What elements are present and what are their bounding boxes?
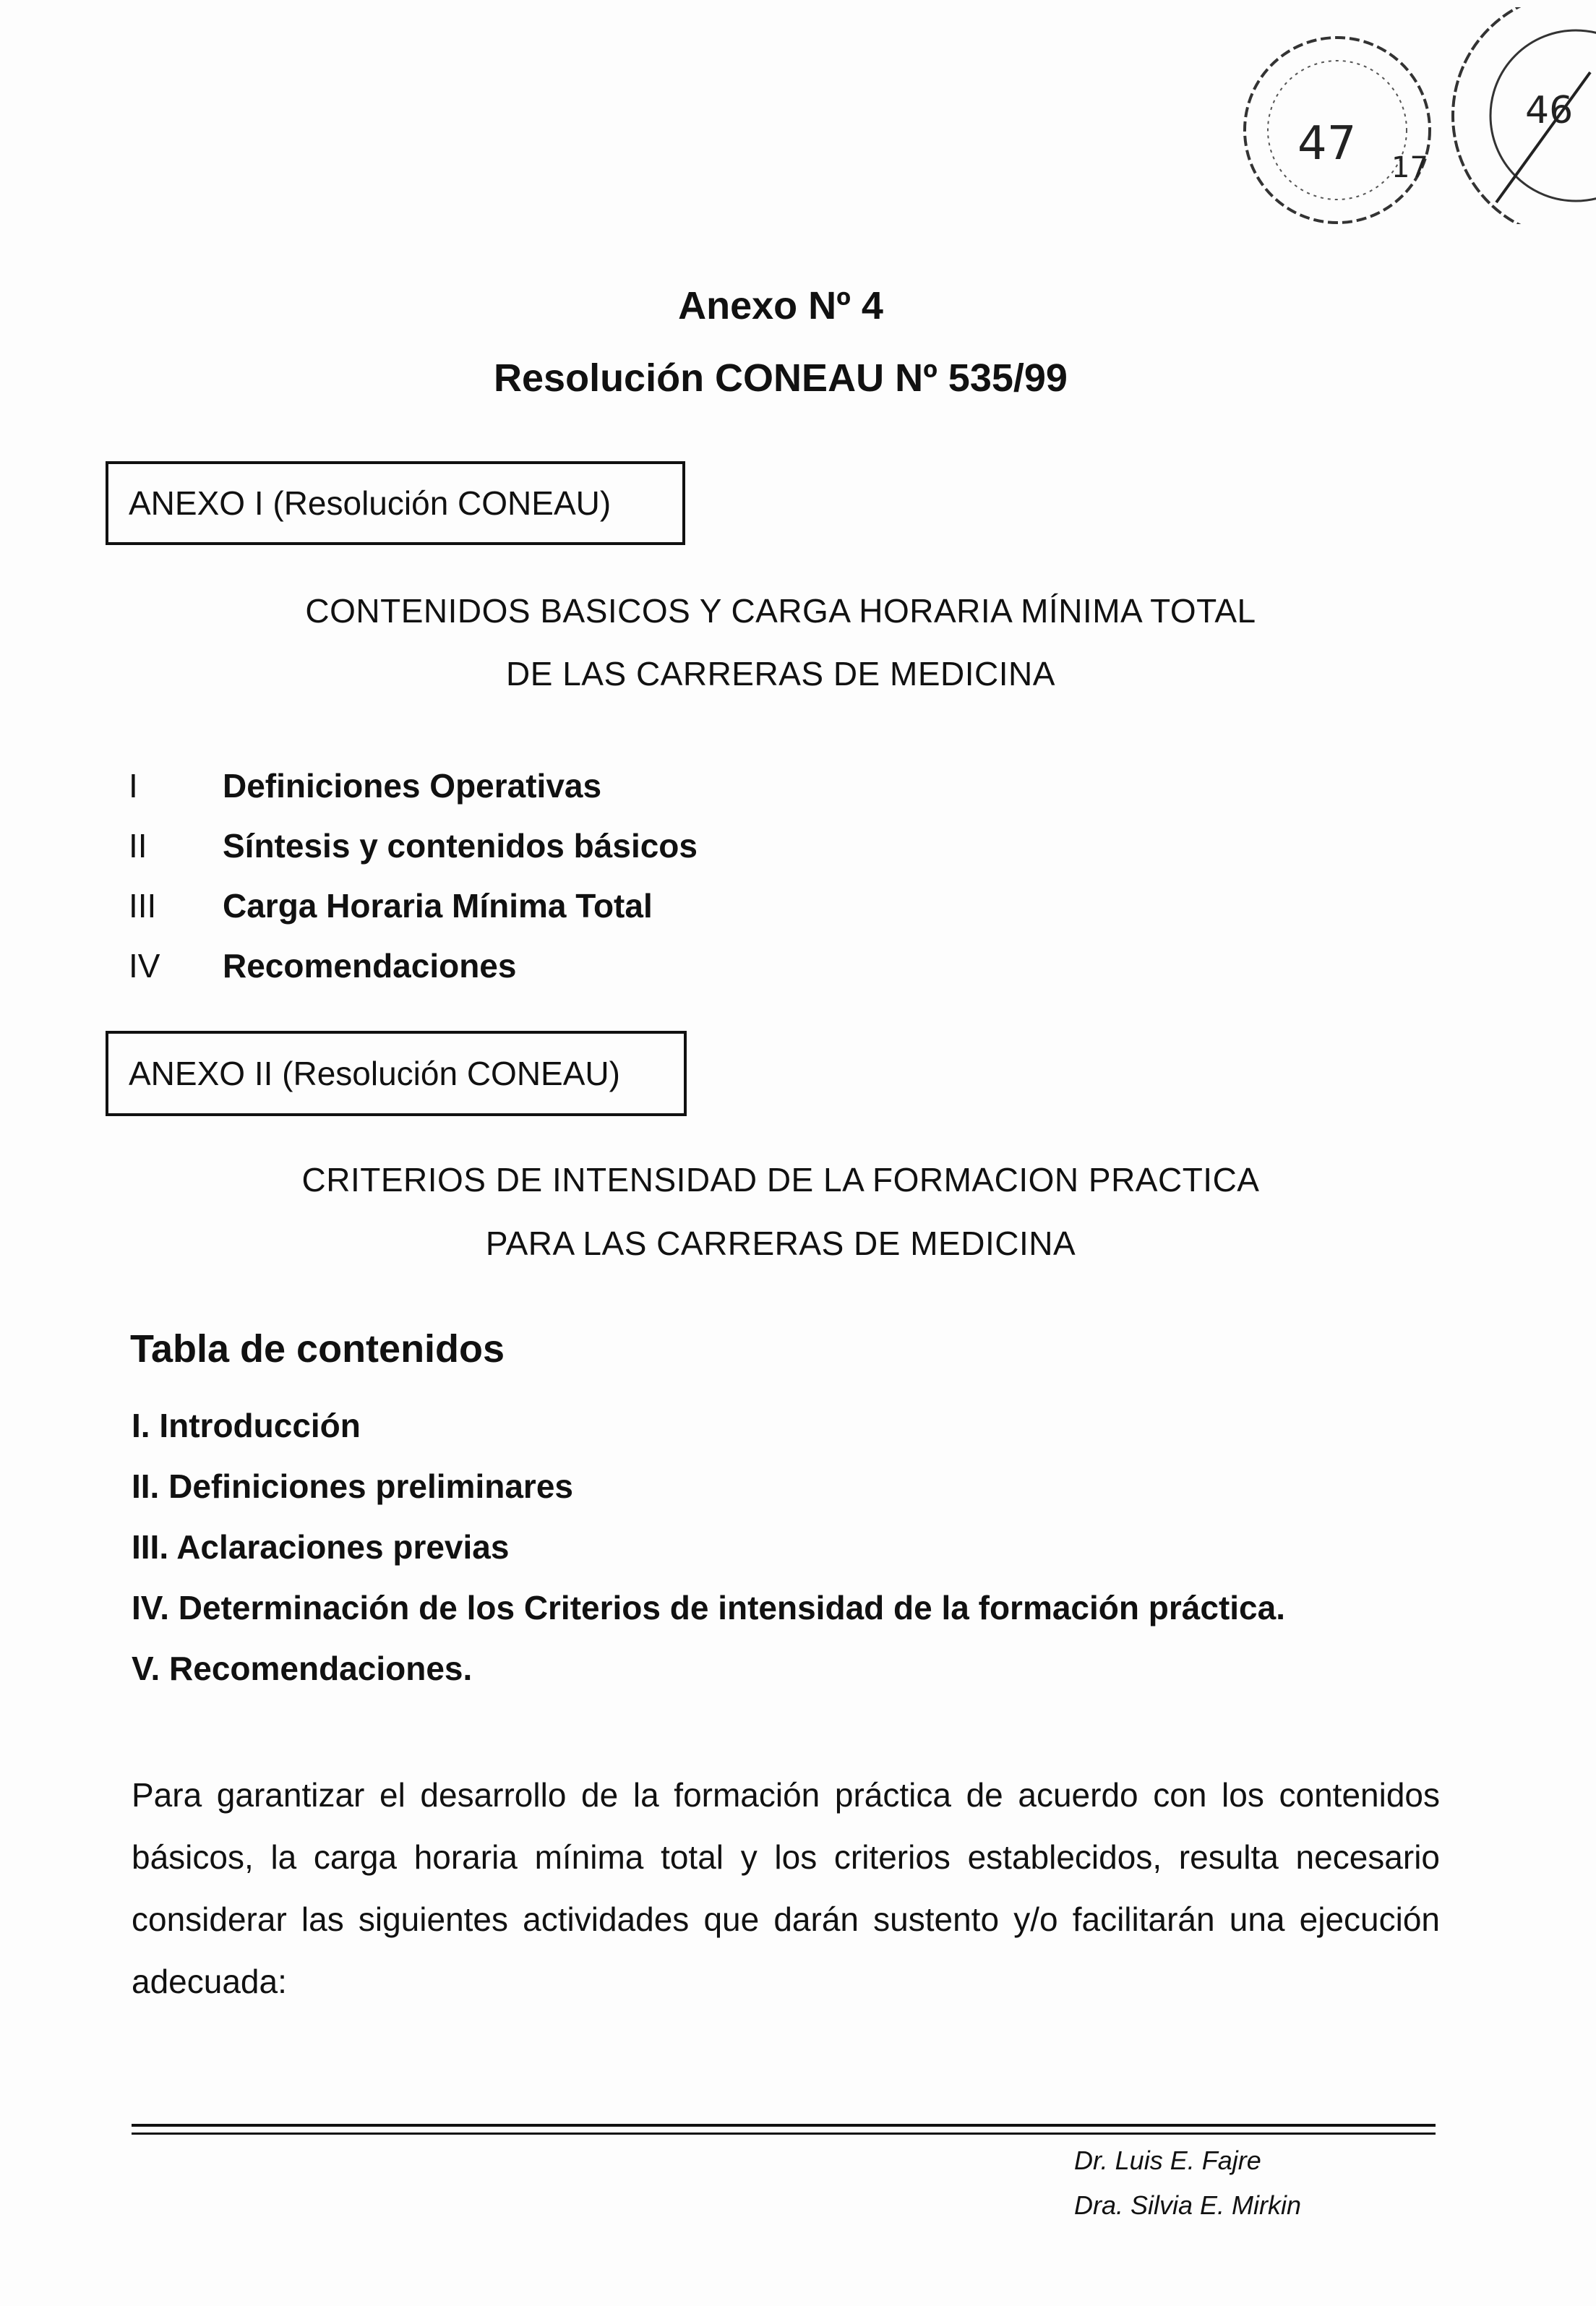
annex-title: Anexo Nº 4 bbox=[678, 284, 883, 327]
signature-2: Dra. Silvia E. Mirkin bbox=[1074, 2190, 1302, 2220]
annex-one-heading-line2: DE LAS CARRERAS DE MEDICINA bbox=[506, 655, 1055, 693]
list-numeral: IV bbox=[129, 946, 160, 985]
list-text: Definiciones Operativas bbox=[223, 766, 602, 805]
seal-small-number: 17 bbox=[1391, 151, 1428, 184]
seal-handwritten-folio: 46 bbox=[1525, 89, 1574, 132]
annex-one-list bbox=[129, 755, 698, 995]
body-paragraph: Para garantizar el desarrollo de la formación práctica de acuerdo con los contenidos básicos, la carga horaria mínima total y los criterios establecidos, resulta necesario considerar las siguientes actividades que darán sustento y/o facilitarán una ejecución adecuada: bbox=[132, 1776, 1440, 2000]
toc-heading: Tabla de contenidos bbox=[130, 1327, 505, 1371]
annex-two-box bbox=[106, 1031, 687, 1116]
list-item bbox=[129, 875, 698, 935]
annex-one-label: ANEXO I (Resolución CONEAU) bbox=[129, 484, 612, 522]
resolution-title: Resolución CONEAU Nº 535/99 bbox=[494, 356, 1068, 400]
annex-one-heading-line1: CONTENIDOS BASICOS Y CARGA HORARIA MÍNIMA TOTAL bbox=[305, 592, 1256, 630]
seal-handwritten-number: 47 bbox=[1297, 117, 1357, 171]
secretary-seal-stamp bbox=[1229, 22, 1446, 239]
annex-two-heading-line2: PARA LAS CARRERAS DE MEDICINA bbox=[485, 1225, 1076, 1262]
toc-item: III. Aclaraciones previas bbox=[132, 1528, 510, 1566]
list-item bbox=[129, 935, 698, 995]
list-item bbox=[129, 755, 698, 815]
list-text: Carga Horaria Mínima Total bbox=[223, 886, 653, 925]
toc-list bbox=[132, 1406, 1285, 1710]
list-numeral: II bbox=[129, 826, 147, 865]
toc-item: IV. Determinación de los Criterios de intensidad de la formación práctica. bbox=[132, 1589, 1285, 1626]
annex-two-label: ANEXO II (Resolución CONEAU) bbox=[129, 1055, 620, 1092]
list-text: Recomendaciones bbox=[223, 946, 517, 985]
signature-1: Dr. Luis E. Fajre bbox=[1074, 2146, 1261, 2175]
footer-rule-top bbox=[132, 2124, 1436, 2127]
annex-two-heading-line1: CRITERIOS DE INTENSIDAD DE LA FORMACION PRACTICA bbox=[301, 1161, 1260, 1199]
medicina-seal-stamp bbox=[1446, 7, 1596, 224]
toc-item: V. Recomendaciones. bbox=[132, 1650, 473, 1687]
list-text: Síntesis y contenidos básicos bbox=[223, 826, 698, 865]
footer-rule-bottom bbox=[132, 2133, 1436, 2135]
toc-item: I. Introducción bbox=[132, 1407, 361, 1444]
list-numeral: III bbox=[129, 886, 157, 925]
toc-item: II. Definiciones preliminares bbox=[132, 1467, 573, 1505]
list-numeral: I bbox=[129, 766, 138, 805]
list-item bbox=[129, 815, 698, 875]
annex-one-box bbox=[106, 461, 685, 545]
